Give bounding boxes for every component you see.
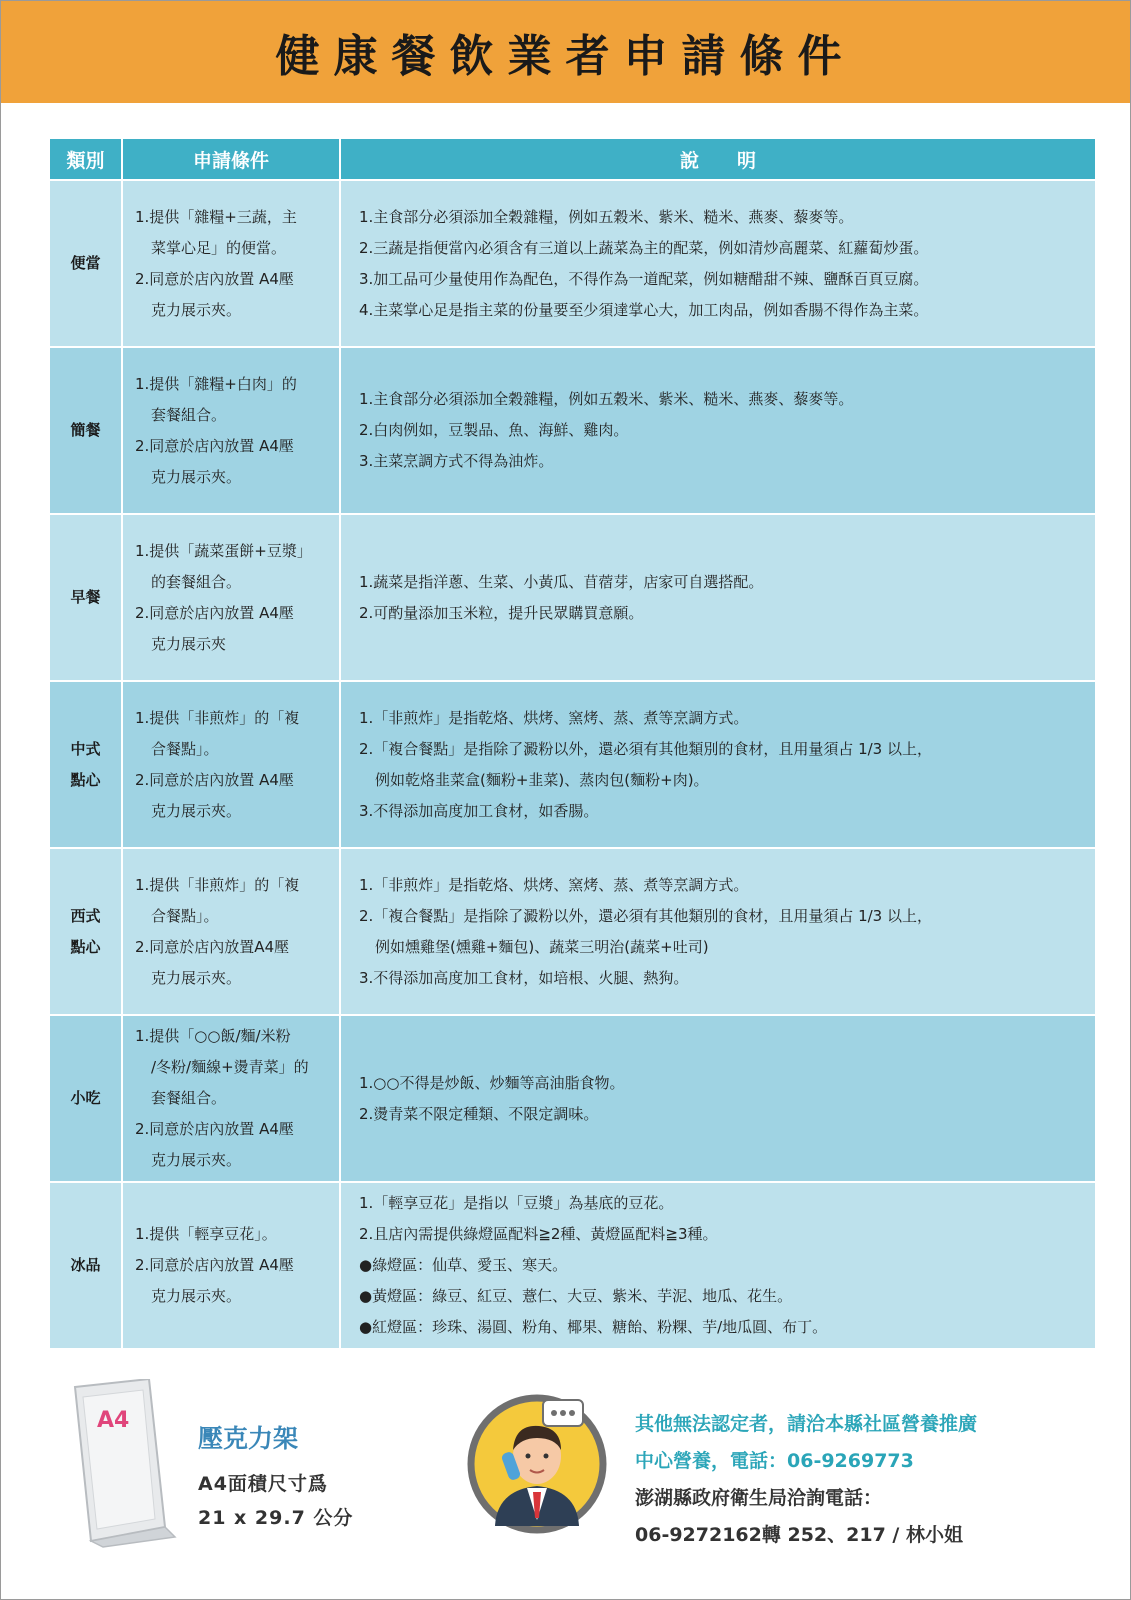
note-line: 例如燻雞堡(燻雞+麵包)、蔬菜三明治(蔬菜+吐司) xyxy=(375,937,709,956)
note-line: 例如乾烙韭菜盒(麵粉+韭菜)、蒸肉包(麵粉+肉)。 xyxy=(375,770,709,789)
note-line: 2.白肉例如，豆製品、魚、海鮮、雞肉。 xyxy=(359,421,629,439)
stand-badge-label: A4 xyxy=(97,1408,130,1433)
table-row xyxy=(49,347,1096,514)
table-row xyxy=(49,514,1096,681)
bureau-label: 澎湖縣政府衛生局洽詢電話： xyxy=(635,1487,883,1509)
table-header-row xyxy=(49,138,1096,180)
category-label: 早餐 xyxy=(70,588,101,606)
category-cell xyxy=(49,347,122,514)
header-conditions: 申請條件 xyxy=(122,138,340,180)
note-line: 1.主食部分必須添加全穀雜糧，例如五穀米、紫米、糙米、燕麥、藜麥等。 xyxy=(359,207,854,226)
conditions-table xyxy=(48,137,1097,1350)
stand-info xyxy=(198,1419,353,1535)
table-row xyxy=(49,1015,1096,1182)
condition-line: 合餐點」。 xyxy=(151,906,219,925)
bureau-phone: 06-9272162轉 252、217 / 林小姐 xyxy=(635,1524,963,1546)
condition-line: 2.同意於店內放置 A4壓 xyxy=(135,1256,294,1274)
condition-line: 1.提供「輕享豆花」。 xyxy=(135,1225,277,1243)
condition-line: 克力展示夾。 xyxy=(151,1287,242,1305)
category-cell xyxy=(49,180,122,347)
note-line: 2.「複合餐點」是指除了澱粉以外，還必須有其他類別的食材，且用量須占 1/3 以上， xyxy=(359,906,932,925)
condition-line: 1.提供「雜糧+三蔬，主 xyxy=(135,207,297,226)
conditions-cell xyxy=(122,848,340,1015)
category-cell xyxy=(49,681,122,848)
table-row xyxy=(49,1182,1096,1349)
conditions-cell xyxy=(122,347,340,514)
note-line: ●綠燈區：仙草、愛玉、寒天。 xyxy=(359,1256,568,1274)
condition-line: 合餐點」。 xyxy=(151,739,219,758)
condition-line: 克力展示夾。 xyxy=(151,801,242,820)
acrylic-stand-icon xyxy=(69,1379,179,1549)
condition-line: 套餐組合。 xyxy=(151,1089,227,1107)
table-row xyxy=(49,180,1096,347)
title-banner xyxy=(1,1,1130,103)
notes-cell xyxy=(340,514,1096,681)
note-line: 3.不得添加高度加工食材，如香腸。 xyxy=(359,801,599,820)
condition-line: 菜掌心足」的便當。 xyxy=(151,238,287,257)
header-category: 類別 xyxy=(49,138,122,180)
note-line: 1.主食部分必須添加全穀雜糧，例如五穀米、紫米、糙米、燕麥、藜麥等。 xyxy=(359,390,854,408)
condition-line: 2.同意於店內放置A4壓 xyxy=(135,937,290,956)
condition-line: 克力展示夾。 xyxy=(151,1151,242,1169)
note-line: ●黃燈區：綠豆、紅豆、薏仁、大豆、紫米、芋泥、地瓜、花生。 xyxy=(359,1287,793,1305)
note-line: ●紅燈區：珍珠、湯圓、粉角、椰果、糖飴、粉粿、芋/地瓜圓、布丁。 xyxy=(359,1318,828,1336)
condition-line: 克力展示夾。 xyxy=(151,300,242,319)
condition-line: 1.提供「非煎炸」的「複 xyxy=(135,875,300,894)
notes-cell xyxy=(340,681,1096,848)
note-line: 1.「輕享豆花」是指以「豆漿」為基底的豆花。 xyxy=(359,1194,674,1212)
category-label: 點心 xyxy=(70,937,101,956)
note-line: 4.主菜掌心足是指主菜的份量要至少須達掌心大，加工肉品，例如香腸不得作為主菜。 xyxy=(359,300,929,319)
condition-line: 克力展示夾。 xyxy=(151,968,242,987)
header-notes: 說 明 xyxy=(340,138,1096,180)
note-line: 1.蔬菜是指洋蔥、生菜、小黃瓜、苜蓿芽，店家可自選搭配。 xyxy=(359,572,764,591)
note-line: 3.加工品可少量使用作為配色，不得作為一道配菜，例如糖醋甜不辣、鹽酥百頁豆腐。 xyxy=(359,269,929,288)
note-line: 2.燙青菜不限定種類、不限定調味。 xyxy=(359,1104,599,1123)
condition-line: 1.提供「非煎炸」的「複 xyxy=(135,708,300,727)
note-line: 1.「非煎炸」是指乾烙、烘烤、窯烤、蒸、煮等烹調方式。 xyxy=(359,708,749,727)
category-label: 冰品 xyxy=(70,1256,101,1274)
category-label: 西式 xyxy=(70,906,101,925)
notes-cell xyxy=(340,1015,1096,1182)
notes-cell xyxy=(340,1182,1096,1349)
phone-consultant-icon xyxy=(467,1394,607,1534)
stand-size-line: 21 x 29.7 公分 xyxy=(198,1507,354,1529)
note-line: 2.且店內需提供綠燈區配料≧2種、黃燈區配料≧3種。 xyxy=(359,1225,718,1243)
stand-size-line: A4面積尺寸爲 xyxy=(198,1473,328,1495)
condition-line: 的套餐組合。 xyxy=(151,572,242,591)
category-label: 點心 xyxy=(70,770,101,789)
condition-line: /冬粉/麵線+燙青菜」的 xyxy=(151,1058,309,1076)
condition-line: 1.提供「○○飯/麵/米粉 xyxy=(135,1027,291,1045)
contact-info xyxy=(635,1406,977,1554)
note-line: 3.主菜烹調方式不得為油炸。 xyxy=(359,452,554,470)
condition-line: 1.提供「雜糧+白肉」的 xyxy=(135,374,297,393)
notes-cell xyxy=(340,347,1096,514)
category-cell xyxy=(49,1015,122,1182)
condition-line: 套餐組合。 xyxy=(151,405,227,424)
category-cell xyxy=(49,848,122,1015)
conditions-cell xyxy=(122,180,340,347)
notes-cell xyxy=(340,848,1096,1015)
note-line: 2.可酌量添加玉米粒，提升民眾購買意願。 xyxy=(359,603,644,622)
note-line: 1.「非煎炸」是指乾烙、烘烤、窯烤、蒸、煮等烹調方式。 xyxy=(359,875,749,894)
category-label: 小吃 xyxy=(70,1089,101,1107)
conditions-cell xyxy=(122,1182,340,1349)
category-cell xyxy=(49,514,122,681)
contact-phone: 中心營養，電話：06-9269773 xyxy=(635,1450,914,1472)
note-line: 1.○○不得是炒飯、炒麵等高油脂食物。 xyxy=(359,1073,625,1092)
condition-line: 克力展示夾 xyxy=(151,634,227,653)
table-row xyxy=(49,681,1096,848)
condition-line: 1.提供「蔬菜蛋餅+豆漿」 xyxy=(135,541,312,560)
condition-line: 2.同意於店內放置 A4壓 xyxy=(135,269,294,288)
conditions-cell xyxy=(122,681,340,848)
category-label: 便當 xyxy=(70,254,101,272)
condition-line: 2.同意於店內放置 A4壓 xyxy=(135,1120,294,1138)
conditions-cell xyxy=(122,1015,340,1182)
contact-note: 其他無法認定者，請洽本縣社區營養推廣 xyxy=(635,1413,978,1435)
condition-line: 2.同意於店內放置 A4壓 xyxy=(135,436,294,455)
category-label: 簡餐 xyxy=(70,421,101,439)
note-line: 2.「複合餐點」是指除了澱粉以外，還必須有其他類別的食材，且用量須占 1/3 以上， xyxy=(359,739,932,758)
notes-cell xyxy=(340,180,1096,347)
table-row xyxy=(49,848,1096,1015)
note-line: 2.三蔬是指便當內必須含有三道以上蔬菜為主的配菜，例如清炒高麗菜、紅蘿蔔炒蛋。 xyxy=(359,238,929,257)
stand-title: 壓克力架 xyxy=(198,1424,299,1453)
category-cell xyxy=(49,1182,122,1349)
condition-line: 2.同意於店內放置 A4壓 xyxy=(135,603,294,622)
conditions-cell xyxy=(122,514,340,681)
condition-line: 克力展示夾。 xyxy=(151,467,242,486)
category-label: 中式 xyxy=(70,739,101,758)
page-title: 健康餐飲業者申請條件 xyxy=(275,31,856,82)
note-line: 3.不得添加高度加工食材，如培根、火腿、熱狗。 xyxy=(359,968,689,987)
condition-line: 2.同意於店內放置 A4壓 xyxy=(135,770,294,789)
